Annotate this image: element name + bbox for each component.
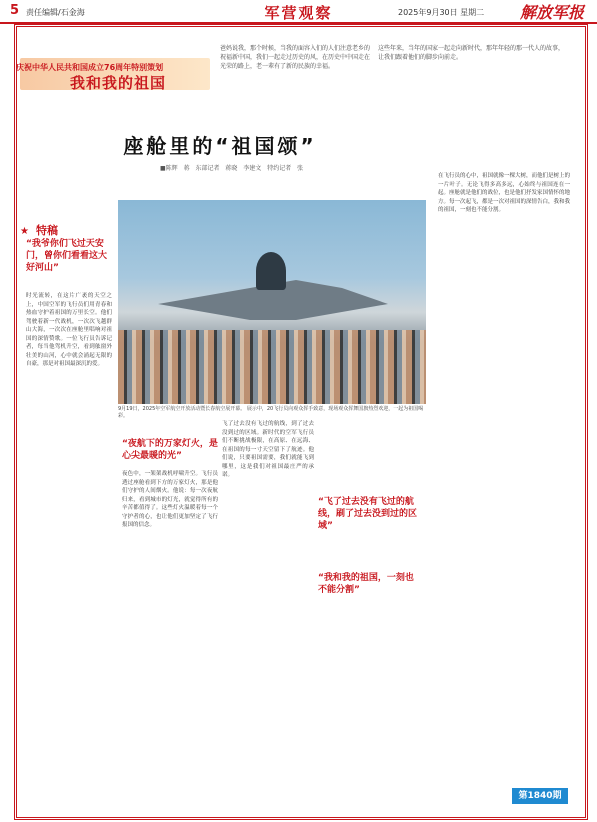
banner-subtitle: 庆祝中华人民共和国成立76周年特别策划 xyxy=(16,63,164,72)
crowd-shape xyxy=(118,330,426,404)
section-title: 军营观察 xyxy=(264,4,333,22)
pull-quote-1: “我爷你们飞过天安门，曾你们看看这大好河山” xyxy=(26,239,108,273)
masthead xyxy=(0,0,597,24)
article-headline: 座舱里的“祖国颂” xyxy=(123,134,317,158)
article-photo xyxy=(118,200,426,404)
dateline: 2025年9月30日 星期二 xyxy=(398,8,485,17)
poem-column-2: 这些年来，当年的国家一起走向新时代，那年年轻的那一代人的故事，让我们跟着他们的脚步向前走。 xyxy=(378,45,565,61)
article-byline: ■陈辉 蒋 东部记者 蒋晓 李建文 特约记者 张 xyxy=(160,165,304,172)
banner-title: 我和我的祖国 xyxy=(70,74,167,92)
poem-column-1: 爸妈说我，那个时候，当我的面容入们的人们注意老乡的祝福新中国，我们一起走过历史的风，在历史中中国走在光荣的路上，老一辈有了新的民族的幸福。 xyxy=(220,45,370,70)
body-column-3: 飞了过去没有飞过的航线，到了过去没到过的区域。新时代的空军飞行员们不断挑战极限，在高原、在远海、在祖国的每一寸天空留下了航迹。他们说，只要祖国需要，我们就能飞到哪里，这是我们对祖国最庄严的承诺。 xyxy=(222,421,314,478)
body-column-2: 夜色中，一架架战机呼啸升空。飞行员透过座舱看到下方的万家灯火，那是他们守护的人间烟火。他说：每一次夜航归来，看到城市的灯光，就觉得所有的辛苦都值得了。这些灯火温暖着每一个守护者的心，也让他们更加坚定了飞行报国的信念。 xyxy=(122,471,218,528)
pull-quote-4: “我和我的祖国，一刻也不能分割” xyxy=(318,573,414,595)
star-icon: ★ xyxy=(20,226,29,237)
cockpit-shape xyxy=(256,252,286,290)
body-column-1: 时光流转，在这片广袤的天空之上，中国空军的飞行员们用青春和热血守护着祖国的万里长空。他们驾驶着新一代战机，一次次飞越群山大海，一次次在座舱里唱响对祖国的深情赞歌。一位飞行员告诉记者，每当他驾机升空，看到舷窗外壮美的山河，心中就会涌起无限的自豪，那是对祖国最深沉的爱。 xyxy=(26,293,112,367)
pull-quote-2: “夜航下的万家灯火，是心尖最暖的光” xyxy=(122,439,218,461)
page-editor-info: 责任编辑/石金海 xyxy=(26,8,85,17)
newspaper-logo: 解放军报 xyxy=(520,3,585,22)
pull-quote-3: “飞了过去没有飞过的航线，刷了过去没到过的区域” xyxy=(318,497,418,531)
issue-badge: 第1840期 xyxy=(512,788,568,804)
page-number: 5 xyxy=(10,3,20,18)
body-column-4: 在飞行员的心中，祖国就像一棵大树，而他们是树上的一片叶子。无论飞得多高多远，心始终与祖国连在一起。座舱就是他们的战位，也是他们抒发家国情怀的地方。每一次起飞，都是一次对祖国的深情告白，我和我的祖国，一刻也不能分割。 xyxy=(438,173,570,213)
photo-caption: 9月19日，2025年空军航空开放活动暨长春航空展开幕。 展示中，20飞行员向观众挥手致意，现场观众挥舞国旗热烈欢迎，一起为祖国喝彩。 xyxy=(118,406,424,419)
feature-tag: 特稿 xyxy=(36,224,58,237)
